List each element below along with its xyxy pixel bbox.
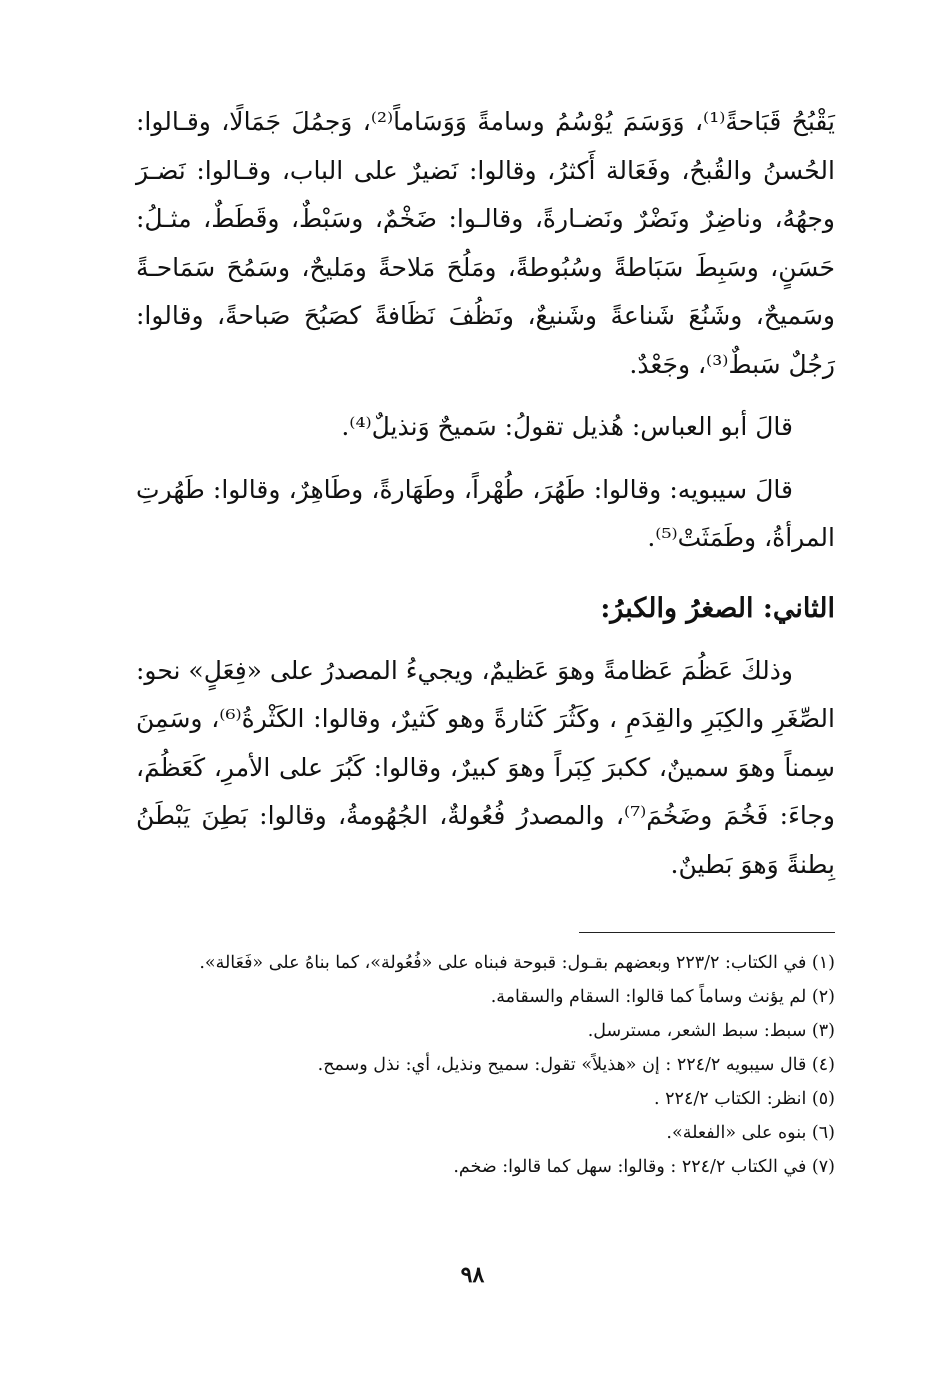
footnote-5: (٥) انظر: الكتاب ٢٢٤/٢ . xyxy=(654,1089,835,1109)
footnote-3: (٣) سبط: سبط الشعر، مسترسل. xyxy=(587,1021,835,1041)
page-number: ٩٨ xyxy=(460,1262,485,1288)
footnote-separator xyxy=(579,932,835,933)
paragraph-abu-al-abbas: قالَ أبو العباس: هُذيل تقولُ: سَميحٌ وَنذيلٌ⁽⁴⁾. xyxy=(341,412,793,441)
main-text xyxy=(136,98,835,889)
footnote-2: (٢) لم يؤنث وساماً كما قالوا: السقام والسقامة. xyxy=(490,987,835,1007)
footnotes xyxy=(136,946,835,1184)
section-heading: الثاني: الصغرُ والكبرُ: xyxy=(600,592,835,624)
footnote-6: (٦) بنوه على «الفعلة». xyxy=(666,1123,835,1143)
footnote-7: (٧) في الكتاب ٢٢٤/٢ : وقالوا: سهل كما قالوا: ضخم. xyxy=(453,1157,835,1177)
paragraph-sibawayh: قالَ سيبويه: وقالوا: طَهُرَ، طُهْراً، وطَهَارةً، وطَاهِرٌ، وقالوا: طَهُرتِ المرأةُ، وطَمَثَتْ⁽⁵⁾. xyxy=(136,474,835,552)
paragraph-1: يَقْبُحُ قَبَاحةً⁽¹⁾، وَوَسَمَ يُوْسُمُ وسامةً وَوَسَاماً⁽²⁾، وَجمُلَ جَمَالًا، وقـالوا: الحُسنُ والقُبحُ، وفَعَالة أَكثرُ، وقالوا: نَضيرٌ على الباب، وقـالوا: نَضـرَ وجهُهُ، وناضِرٌ ونَضْرٌ ونَضـارةً، وقالـوا: ضَخْمٌ، وسَبْطٌ، وقَطَطٌ، مثـلُ: حَسَنٍ، وسَبِطَ سَبَاطةً وسُبُوطةً، ومَلُحَ مَلاحةً ومَليحٌ، وسَمُحَ سَمَاحـةً وسَميحٌ، وشَنُعَ شَناعةً وشَنيعٌ، ونَظُفَ نَظَافةً كصَبُحَ صَباحةً، وقالوا: رَجُلٌ سَبطٌ⁽³⁾، وجَعْدٌ. xyxy=(136,107,835,379)
footnote-4: (٤) قال سيبويه ٢٢٤/٢ : إن «هذيلاً» تقول: سميح ونذيل، أي: نذل وسمح. xyxy=(317,1055,835,1075)
paragraph-size: وذلكَ عَظُمَ عَظامةً وهوَ عَظيمٌ، ويجيءُ المصدرُ على «فِعَلٍ» نحو: الصِّغَرِ والكِبَرِ والقِدَمِ ، وكَثُرَ كَثارةً وهو كَثيرٌ، وقالوا: الكَثْرةُ⁽⁶⁾، وسَمِنَ سِمناً وهوَ سمينٌ، ككبرَ كِبَراً وهوَ كبيرٌ، وقالوا: كَبُرَ على الأمرِ، كَعَظُمَ، وجاءَ: فَخُمَ وضَخُمَ⁽⁷⁾، والمصدرُ فُعُولةٌ، الجُهُومةُ، وقالوا: بَطِنَ يَبْطَنُ بِطنةً وَهوَ بَطينٌ. xyxy=(136,655,835,879)
footnote-1: (١) في الكتاب: ٢٢٣/٢ وبعضهم بقـول: قبوحة فبناه على «فُعُولة»، كما بناهُ على «فَعَالة». xyxy=(199,953,835,973)
